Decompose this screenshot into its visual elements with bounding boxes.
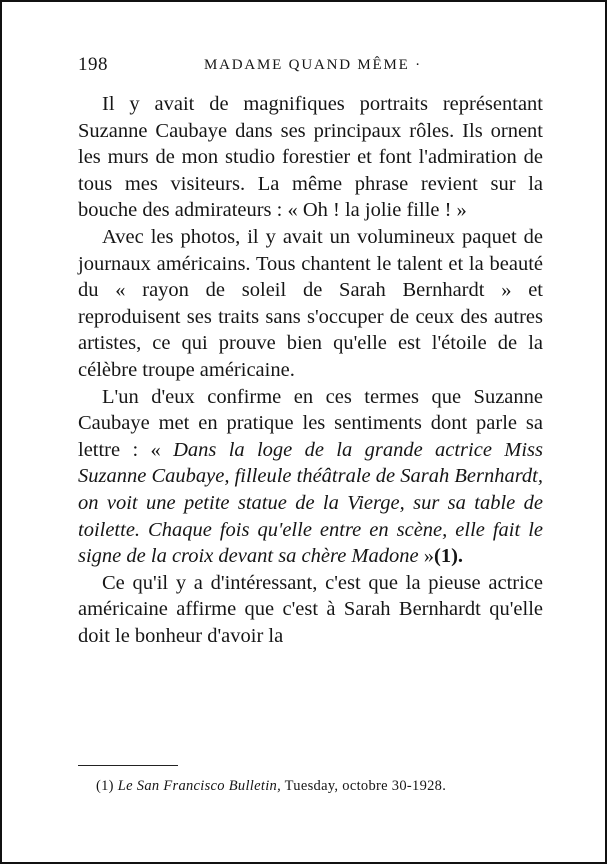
footnote: [96, 778, 546, 795]
paragraph-3: [78, 384, 543, 570]
paragraph-2: Avec les photos, il y avait un volumineux paquet de journaux américains. Tous chantent le talent et la beauté du « rayon de soleil de Sarah Bernhardt » et reproduisent ses traits sans s'occuper de ceux des autres artistes, ce qui prouve bien qu'elle est l'étoile de la célèbre troupe américaine.: [78, 225, 543, 381]
paragraph-4: Ce qu'il y a d'intéressant, c'est que la pieuse actrice américaine affirme que c'est à Sarah Bernhardt qu'elle doit le bonheur d'avoir la: [78, 571, 543, 647]
running-title: MADAME QUAND MÊME ·: [204, 57, 422, 73]
footnote-reference: (1).: [434, 545, 464, 568]
page-number: 198: [78, 54, 108, 75]
page-header: [78, 54, 548, 78]
paragraph-1: Il y avait de magnifiques portraits représentant Suzanne Caubaye dans ses principaux rôles. Ils ornent les murs de mon studio forestier et font l'admiration de tous mes visiteurs. La même phrase revient sur la bouche des admirateurs : « Oh ! la jolie fille ! »: [78, 93, 543, 222]
paragraph-3-intro: L'un d'eux confirme en ces termes que Suzanne Caubaye met en pratique les sentiments dont parle sa lettre : «: [78, 385, 543, 461]
quoted-newspaper-text: Dans la loge de la grande actrice Miss Suzanne Caubaye, filleule théâtrale de Sarah Bernhardt, on voit une petite statue de la Vierge, sur sa table de toilette. Chaque fois qu'elle entre en scène, elle fait le signe de la croix devant sa chère Madone: [78, 438, 543, 568]
footnote-marker: (1): [96, 778, 114, 794]
body-text: [78, 91, 543, 649]
footnote-source: Le San Francisco Bulletin,: [117, 778, 281, 794]
footnote-divider: [78, 765, 178, 766]
footnote-details: Tuesday, octobre 30-1928.: [281, 778, 447, 794]
paragraph-3-close: »: [418, 545, 434, 568]
